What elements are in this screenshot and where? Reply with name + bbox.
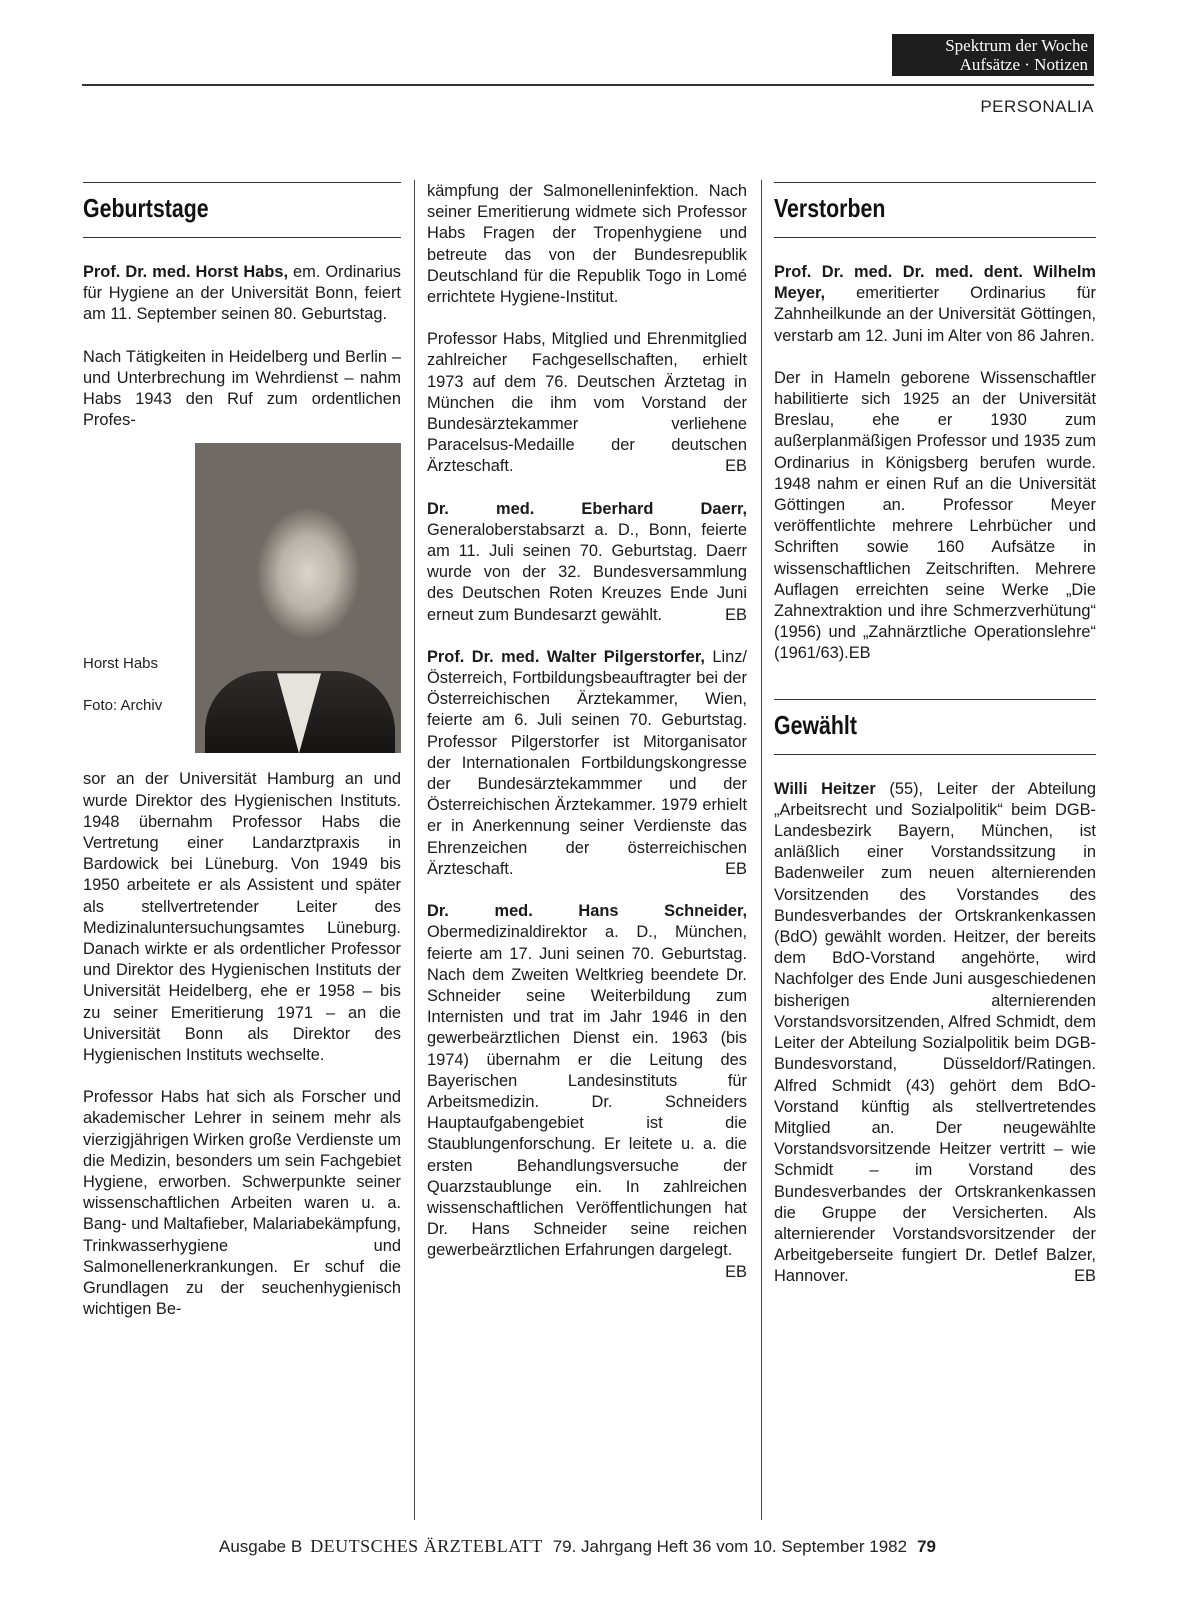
article-meyer-intro	[774, 262, 1096, 347]
article-text: em. Ordinarius für Hygiene an der Universität Bonn, feiert am 11. September seinen 80. Geburtstag.	[83, 263, 402, 324]
author-signature: EB	[725, 457, 747, 476]
section-box-line2: Aufsätze · Notizen	[959, 55, 1088, 74]
column-1	[83, 182, 401, 1342]
article-text: Obermedizinaldirektor a. D., München, feierte am 17. Juni seinen 70. Geburtstag. Nach dem Zweiten Weltkrieg beendete Dr. Schneider seine Weiterbildung zum Internisten und trat im Jahr 1946 in den gewerbeärztlichen Dienst ein. 1963 (bis 1974) übernahm er die Leitung des Bayerischen Landesinstituts für Arbeitsmedizin. Dr. Schneiders Hauptaufgabengebiet ist die Staublungenforschung. Er leitete u. a. die ersten Behandlungsversuche der Quarzstaublunge ein. In zahlreichen wissenschaftlichen Veröffentlichungen hat Dr. Hans Schneider seine reichen gewerbeärztlichen Erfahrungen dargelegt.	[427, 923, 747, 1260]
person-name: Prof. Dr. med. Walter Pilgerstorfer,	[427, 647, 705, 666]
article-text: Generaloberstabsarzt a. D., Bonn, feierte am 11. Juli seinen 70. Geburtstag. Daerr wurde von der 32. Bundesversammlung des Deutschen Roten Kreuzes Ende Juni erneut zum Bundesarzt gewählt.	[427, 520, 747, 624]
photo-caption-name: Horst Habs	[83, 655, 159, 673]
article-text: Der in Hameln geborene Wissenschaftler habilitierte sich 1925 an der Universität Breslau, ehe er 1930 zum außerplanmäßigen Professor und 1935 zum Ordinarius in Königsberg berufen wurde. 1948 nahm er einen Ruf an die Universität Göttingen an. Professor Meyer veröffentlichte mehrere Lehrbücher und Schriften sowie 160 Aufsätze in wissenschaftlichen Zeitschriften. Mehrere Auflagen erreichten seine Werke „Die Zahnextraktion und ihre Schmerzverhütung“ (1956) und „Zahnärztliche Operationslehre“ (1961/63).	[774, 368, 1096, 663]
article-heitzer	[774, 779, 1096, 1288]
person-name: Prof. Dr. med. Horst Habs,	[83, 263, 289, 281]
footer-issue: 79. Jahrgang Heft 36 vom 10. September 1982	[552, 1537, 908, 1556]
column-divider-right	[761, 180, 762, 1520]
person-name: Dr. med. Hans Schneider,	[427, 902, 747, 921]
section-label: PERSONALIA	[980, 97, 1094, 116]
article-habs-continued: sor an der Universität Hamburg an und wurde Direktor des Hygienischen Instituts. 1948 übernahm Professor Habs die Vertretung einer Landarztpraxis in Bardowick bei Lüneburg. Von 1949 bis 1950 arbeitete er als Assistent und später als stellvertretender Leiter des Medizinaluntersuchungsamtes Lüneburg. Danach wirkte er als ordentlicher Professor und Direktor des Hygienischen Instituts der Universität Heidelberg, ehe er 1958 – bis zu seiner Emeritierung 1971 – an die Universität Bonn als Direktor des Hygienischen Instituts wechselte.	[83, 770, 401, 1065]
article-habs-honors	[427, 329, 747, 477]
author-signature: EB	[725, 1262, 747, 1281]
header-rule	[82, 84, 1094, 86]
author-signature: EB	[725, 605, 747, 624]
article-pilgerstorfer	[427, 647, 747, 880]
author-signature: EB	[725, 859, 747, 878]
person-name: Dr. med. Eberhard Daerr,	[427, 499, 747, 518]
photo-caption-credit: Foto: Archiv	[83, 697, 163, 715]
article-habs-merits: Professor Habs hat sich als Forscher und akademischer Lehrer in seinem mehr als vierzigjährigen Wirken große Verdienste um die Medizin, besonders um sein Fachgebiet Hygiene, erworben. Schwerpunkte seiner wissenschaftlichen Arbeiten waren u. a. Bang- und Maltafieber, Malariabekämpfung, Trinkwasserhygiene und Salmonellenerkrankungen. Er schuf die Grundlagen zu der seuchenhygienisch wichtigen Be-	[83, 1088, 401, 1319]
column-3	[774, 182, 1096, 1309]
footer-edition: Ausgabe B	[219, 1537, 303, 1556]
section-box	[892, 34, 1094, 76]
article-text: (55), Leiter der Abteilung „Arbeitsrecht und Sozialpolitik“ beim DGB-Landesbezirk Bayern, München, ist anläßlich einer Vorstandssitzung in Badenweiler zum neuen alternierenden Vorsitzenden des Vorstandes des Bundesverbandes der Ortskrankenkassen (BdO) gewählt worden. Heitzer, der bereits dem BdO-Vorstand angehörte, wird Nachfolger des Ende Juni ausgeschiedenen bisherigen alternierenden Vorstandsvorsitzenden, Alfred Schmidt, dem Leiter der Abteilung Sozialpolitik beim DGB-Bundesvorstand, Düsseldorf/Ratingen. Alfred Schmidt (43) gehört dem BdO-Vorstand künftig als stellvertretendes Mitglied an. Der neugewählte Vorstandsvorsitzende Heitzer vertritt – wie Schmidt – im Vorstand des Bundesverbandes der Ortskrankenkassen die Gruppe der Versicherten. Als alternierender Vorstandsvorsitzender der Arbeitgeberseite fungiert Dr. Detlef Balzer, Hannover.	[774, 779, 1096, 1286]
heading-gewaehlt: Gewählt	[774, 709, 857, 740]
section-box-line1: Spektrum der Woche	[945, 36, 1088, 55]
portrait-photo	[195, 443, 401, 753]
article-habs-end: kämpfung der Salmonelleninfektion. Nach seiner Emeritierung widmete sich Professor Habs Fragen der Tropenhygiene und betreute das von der Bundesrepublik Deutschland für die Republik Togo in Lomé errichtete Hygiene-Institut.	[427, 182, 747, 307]
heading-verstorben: Verstorben	[774, 193, 886, 223]
section-heading-elected	[774, 699, 1096, 755]
article-habs-career: Nach Tätigkeiten in Heidelberg und Berlin – und Unterbrechung im Wehrdienst – nahm Habs 1943 den Ruf zum ordentlichen Profes-	[83, 347, 401, 430]
article-meyer-career	[774, 368, 1096, 665]
section-heading-birthdays	[83, 182, 401, 238]
article-text: Linz/Österreich, Fortbildungsbeauftragter bei der Österreichischen Ärztekammer, Wien, feierte am 6. Juli seinen 70. Geburtstag. Professor Pilgerstorfer ist Mitorganisator der Internationalen Fortbildungskongresse der Bundesärztekammmer und der Österreichischen Ärztekammer. 1979 erhielt er in Anerkennung seiner Verdienste das Ehrenzeichen der österreichischen Ärzteschaft.	[427, 647, 747, 878]
article-habs-intro	[83, 262, 401, 326]
article-text: Professor Habs, Mitglied und Ehrenmitglied zahlreicher Fachgesellschaften, erhielt 1973 auf dem 76. Deutschen Ärztetag in München die ihm vom Vorstand der Bundesärztekammer verliehene Paracelsus-Medaille der deutschen Ärzteschaft.	[427, 330, 747, 476]
portrait-figure	[83, 443, 401, 759]
page-footer	[219, 1536, 936, 1557]
section-heading-deceased	[774, 182, 1096, 238]
column-divider-left	[414, 180, 415, 1520]
author-signature: EB	[1074, 1267, 1096, 1286]
article-schneider	[427, 901, 747, 1281]
person-name: Prof. Dr. med. Dr. med. dent. Wilhelm Meyer,	[774, 263, 1096, 303]
footer-journal: DEUTSCHES ÄRZTEBLATT	[310, 1536, 543, 1556]
column-2	[427, 181, 747, 1283]
heading-geburtstage: Geburtstage	[83, 193, 209, 223]
article-text: emeritierter Ordinarius für Zahnheilkunde an der Universität Göttingen, verstarb am 12. Juni im Alter von 86 Jahren.	[774, 284, 1096, 345]
author-signature: EB	[848, 644, 871, 663]
page-number: 79	[917, 1537, 937, 1556]
article-daerr	[427, 499, 747, 626]
person-name: Willi Heitzer	[774, 779, 876, 798]
